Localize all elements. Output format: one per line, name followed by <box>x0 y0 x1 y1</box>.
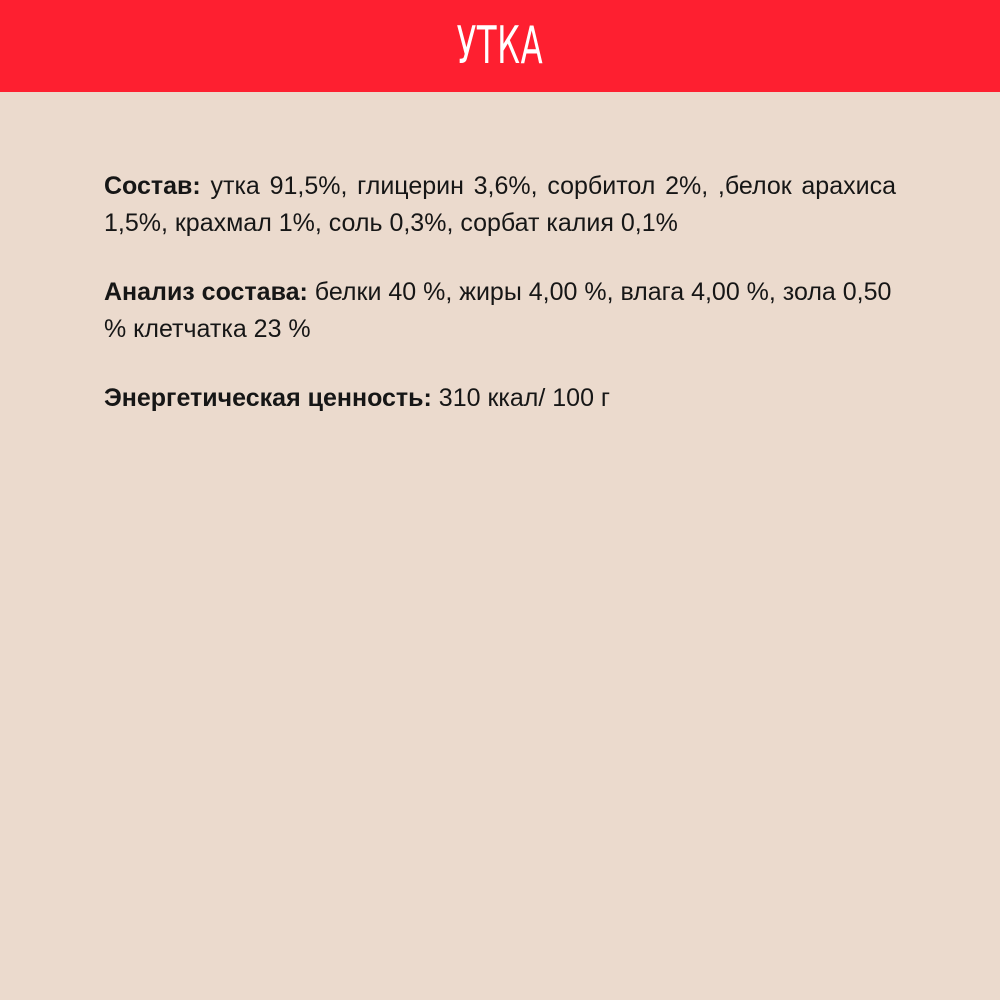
product-details <box>104 168 896 449</box>
energy-paragraph <box>104 380 896 417</box>
header-banner <box>0 0 1000 92</box>
analysis-text: белки 40 %, жиры 4,00 %, влага 4,00 %, зола 0,50 % клетчатка 23 % <box>104 278 892 343</box>
composition-label: Состав: <box>104 172 201 200</box>
energy-label: Энергетическая ценность: <box>104 384 432 412</box>
energy-text: 310 ккал/ 100 г <box>431 384 611 412</box>
composition-text: утка 91,5%, глицерин 3,6%, сорбитол 2%, ,белок арахиса 1,5%, крахмал 1%, соль 0,3%, сорбат калия 0,1% <box>104 172 896 237</box>
product-title: УТКА <box>456 16 544 76</box>
composition-paragraph <box>104 168 896 242</box>
analysis-paragraph <box>104 274 896 348</box>
analysis-label: Анализ состава: <box>104 278 308 306</box>
